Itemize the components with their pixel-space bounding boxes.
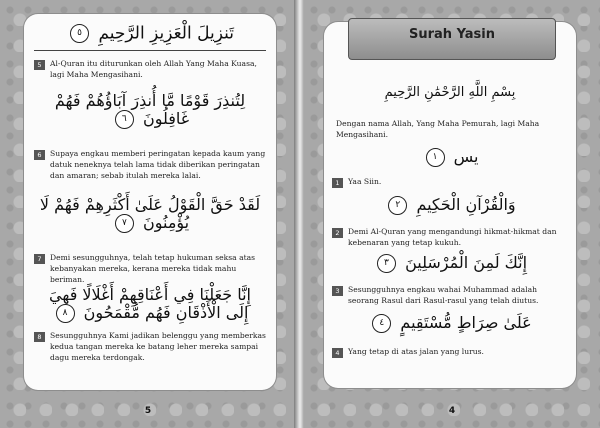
verse-translation: Sesungguhnya Kami jadikan belenggu yang memberkas kedua tangan mereka ke batang leher mereka sampai dagu mereka terdongak. [50, 331, 266, 362]
verse-number-marker: ٤ [372, 314, 391, 333]
verse-translation: Sesungguhnya engkau wahai Muhammad adalah seorang Rasul dari Rasul-rasul yang telah diutus. [348, 285, 539, 305]
basmala: بِسْمِ اللَّهِ الرَّحْمَٰنِ الرَّحِيمِ [384, 85, 516, 100]
verse-arabic [324, 196, 576, 215]
verse-arabic [324, 254, 576, 273]
verse-badge: 1 [332, 178, 343, 188]
verse-number-marker: ٨ [56, 304, 75, 323]
verse-translation: Yaa Siin. [348, 177, 382, 186]
verse-arabic [324, 314, 576, 333]
verse-badge: 3 [332, 286, 343, 296]
page-number: 4 [448, 406, 456, 416]
left-page-panel [24, 14, 276, 390]
arabic-text: وَالْقُرْآنِ الْحَكِيمِ [416, 195, 516, 214]
verse-translation: Demi Al-Quran yang mengandungi hikmat-hikmat dan kebenaran yang tetap kukuh. [348, 227, 557, 247]
arabic-text: إِنَّا جَعَلْنَا فِي أَعْنَاقِهِمْ أَغْلَالًا فَهِيَ إِلَى الْأَذْقَانِ فَهُم مُّقْمَحُونَ [48, 285, 251, 323]
surah-title: Surah Yasin [408, 27, 496, 42]
right-page-panel [324, 22, 576, 388]
verse-arabic [324, 148, 576, 167]
arabic-text: لَقَدْ حَقَّ الْقَوْلُ عَلَىٰ أَكْثَرِهِمْ فَهُمْ لَا يُؤْمِنُونَ [39, 195, 261, 233]
verse-badge: 8 [34, 332, 45, 342]
verse-number-marker: ٦ [115, 110, 134, 129]
surah-continuation-header [24, 24, 276, 44]
verse-translation: Yang tetap di atas jalan yang lurus. [348, 347, 484, 356]
verse-badge: 5 [34, 60, 45, 70]
verse-translation: Al-Quran itu diturunkan oleh Allah Yang Maha Kuasa, lagi Maha Mengasihani. [50, 59, 257, 79]
page-number: 5 [144, 406, 152, 416]
basmala-translation: Dengan nama Allah, Yang Maha Pemurah, lagi Maha Mengasihani. [336, 119, 540, 139]
verse-arabic [38, 92, 262, 129]
surah-title-banner [348, 18, 556, 60]
arabic-text: عَلَىٰ صِرَاطٍ مُّسْتَقِيمٍ [400, 313, 532, 332]
verse-translation: Demi sesungguhnya, telah tetap hukuman seksa atas kebanyakan mereka, kerana mereka tidak mahu beriman. [50, 253, 256, 284]
left-page [0, 0, 296, 428]
verse-arabic [38, 286, 262, 323]
arabic-text: يس [453, 147, 479, 166]
right-page [304, 0, 600, 428]
verse-badge: 6 [34, 150, 45, 160]
verse-badge: 4 [332, 348, 343, 358]
arabic-text: إِنَّكَ لَمِنَ الْمُرْسَلِينَ [405, 253, 528, 272]
verse-number-marker: ٥ [70, 24, 89, 43]
arabic-text: لِتُنذِرَ قَوْمًا مَّا أُنذِرَ آبَاؤُهُمْ فَهُمْ غَافِلُونَ [54, 91, 246, 129]
verse-number-marker: ١ [426, 148, 445, 167]
verse-number-marker: ٣ [377, 254, 396, 273]
verse-number-marker: ٢ [388, 196, 407, 215]
verse-badge: 2 [332, 228, 343, 238]
header-divider [34, 50, 266, 51]
verse-number-marker: ٧ [115, 214, 134, 233]
verse-arabic [38, 196, 262, 233]
verse-translation: Supaya engkau memberi peringatan kepada kaum yang datuk neneknya telah lama tidak diberikan peringatan dan amaran; sebab itulah mereka lalai. [50, 149, 266, 180]
header-arabic: تَنزِيلَ الْعَزِيزِ الرَّحِيمِ [98, 23, 234, 44]
verse-badge: 7 [34, 254, 45, 264]
